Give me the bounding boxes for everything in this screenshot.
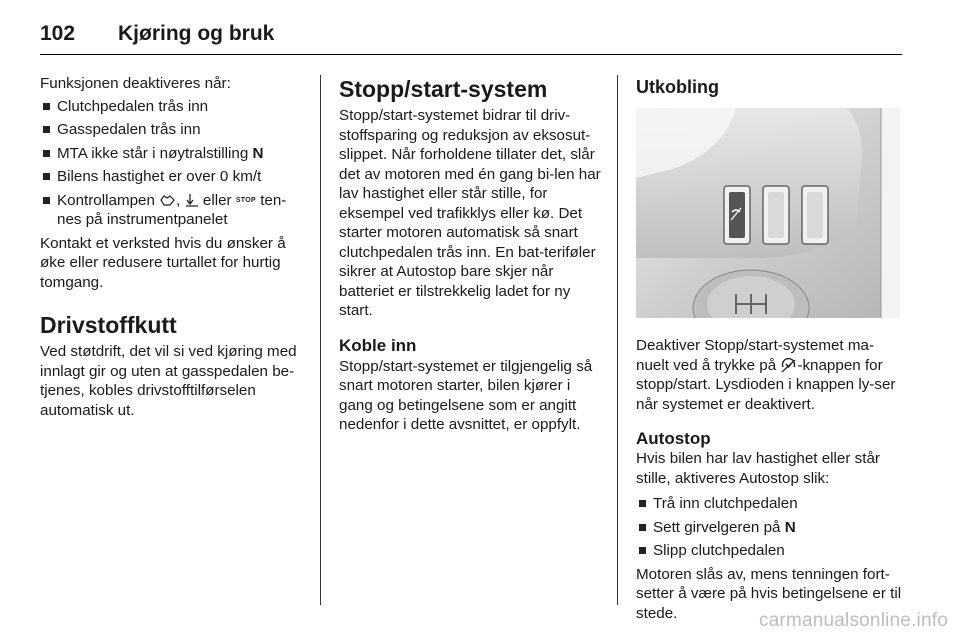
page-number: 102	[40, 22, 76, 45]
dashboard-photo	[636, 108, 900, 318]
column-middle	[339, 74, 604, 435]
section-heading: Drivstoffkutt	[40, 312, 177, 339]
list-item: MTA ikke står i nøytralstilling N	[40, 144, 302, 164]
page-title: Kjøring og bruk	[118, 22, 275, 45]
paragraph: Stopp/start-systemet er tilgjengelig så snart motoren starter, bilen kjører i gang og betingelsene som er angitt nedenfor i dette avsnittet, er oppfylt.	[339, 357, 593, 433]
page-header	[40, 22, 902, 55]
paragraph: Kontakt et verksted hvis du ønsker å øke eller redusere turtallet for hurtig tomgang.	[40, 234, 286, 291]
subsection-heading: Autostop	[636, 429, 711, 448]
watermark: carmanualsonline.info	[758, 610, 948, 631]
list-item: Clutchpedalen trås inn	[40, 97, 302, 117]
column-divider	[320, 75, 321, 605]
list-item: Gasspedalen trås inn	[40, 120, 302, 140]
paragraph: Hvis bilen har lav hastighet eller står stille, aktiveres Autostop slik:	[636, 450, 880, 487]
column-left	[40, 74, 302, 420]
list-item: Slipp clutchpedalen	[636, 541, 902, 561]
paragraph: Deaktiver Stopp/start-systemet ma-nuelt ved å trykke på -knappen for stopp/start. Lysdioden i knappen ly-ser når systemet er deaktivert.	[636, 337, 896, 413]
paragraph: Stopp/start-systemet bidrar til driv-stoffsparing og reduksjon av eksosut-slippet. Når forholdene tillater det, slår det av motoren med én gang bi-len har lav hastighet eller står stille, for eksempel ved trafikklys eller kø. Det starter motoren automatisk så snart clutchpedalen trås inn. En bat-teriføler sikrer at Autostop bare skjer når batteriet er tilstrekkelig ladet for ny start.	[339, 107, 601, 319]
autostop-list	[636, 494, 902, 561]
engine-warning-icon	[159, 194, 176, 207]
paragraph: Motoren slås av, mens tenningen fort-setter å være på hvis betingelsene er til stede.	[636, 565, 902, 622]
subsection-heading: Koble inn	[339, 335, 417, 355]
fuel-low-icon	[185, 193, 199, 207]
list-item: Kontrollampen , eller STOP ten- nes på instrumentpanelet	[40, 191, 302, 230]
section-heading: Utkobling	[636, 77, 719, 97]
list-item: Bilens hastighet er over 0 km/t	[40, 167, 302, 187]
column-right	[636, 74, 902, 623]
stop-indicator-icon: STOP	[235, 196, 256, 204]
deactivation-list	[40, 97, 302, 230]
paragraph: Ved støtdrift, det vil si ved kjøring med innlagt gir og uten at gasspedalen be-tjenes, kobles drivstofftilførselen automatisk ut.	[40, 343, 297, 419]
list-item: Trå inn clutchpedalen	[636, 494, 902, 514]
section-heading: Stopp/start-system	[339, 76, 548, 102]
list-item: Sett girvelgeren på N	[636, 518, 902, 538]
column-divider	[617, 75, 618, 605]
intro-text: Funksjonen deaktiveres når:	[40, 75, 231, 92]
autostop-off-icon	[780, 358, 797, 373]
